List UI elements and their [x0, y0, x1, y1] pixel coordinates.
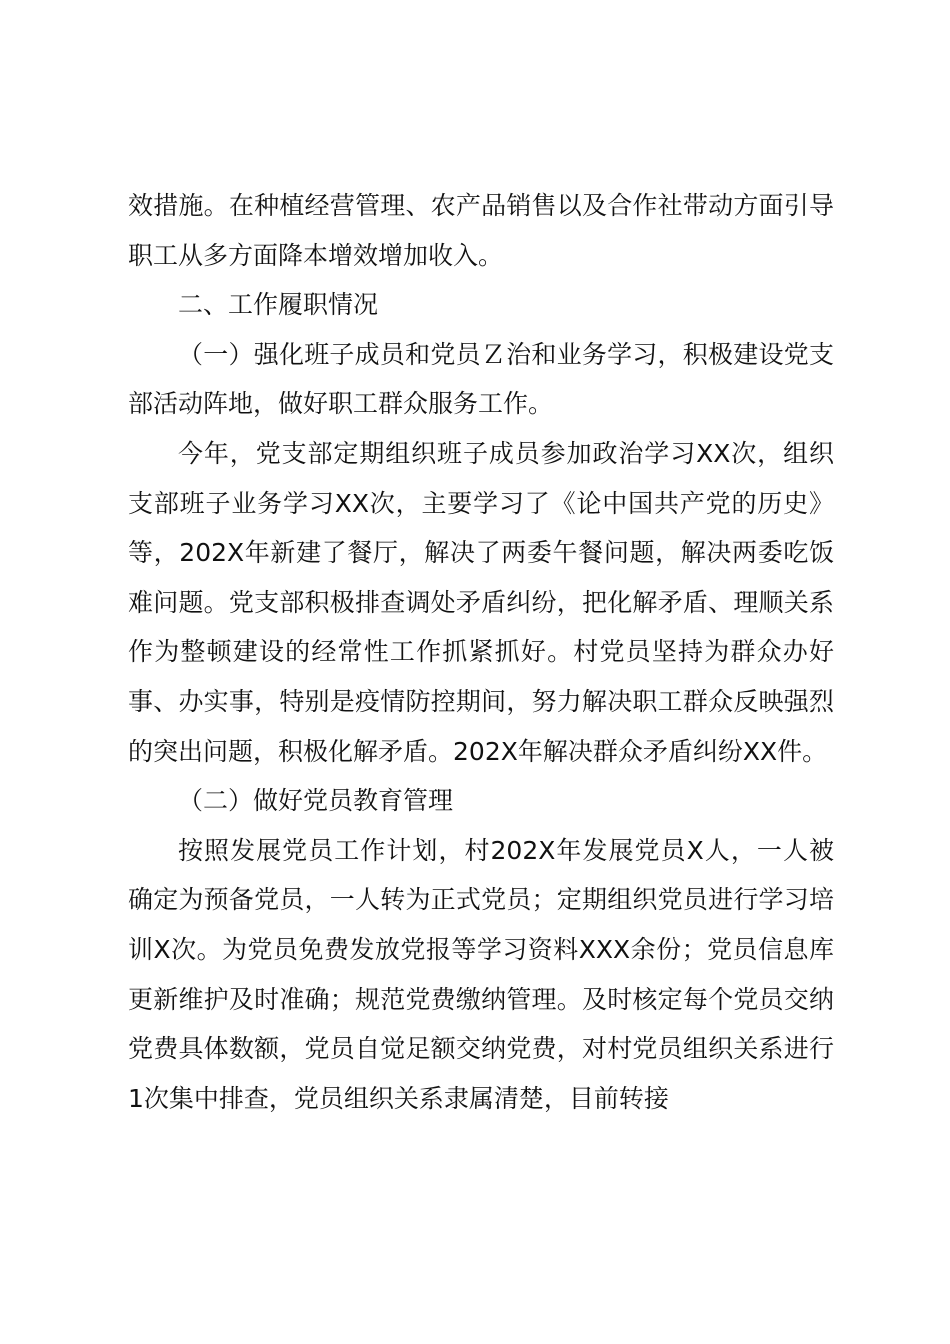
subsection-heading-1: （一）强化班子成员和党员Ｚ治和业务学习，积极建设党支部活动阵地，做好职工群众服务工作。 [128, 339, 834, 419]
document-body [128, 181, 834, 1123]
paragraph-2: 按照发展党员工作计划，村202X年发展党员X人，一人被确定为预备党员，一人转为正式党员；定期组织党员进行学习培训X次。为党员免费发放党报等学习资料XXX余份；党员信息库更新维护及时准确；规范党费缴纳管理。及时核定每个党员交纳党费具体数额，党员自觉足额交纳党费，对村党员组织关系进行1次集中排查，党员组织关系隶属清楚，目前转接 [128, 835, 834, 1113]
section-heading: 二、工作履职情况 [178, 290, 379, 320]
subsection-heading-2: （二）做好党员教育管理 [178, 786, 454, 816]
paragraph-continuation: 效措施。在种植经营管理、农产品销售以及合作社带动方面引导职工从多方面降本增效增加收入。 [128, 191, 834, 270]
paragraph-1: 今年，党支部定期组织班子成员参加政治学习XX次，组织支部班子业务学习XX次，主要学习了《论中国共产党的历史》等，202X年新建了餐厅，解决了两委午餐问题，解决两委吃饭难问题。党支部积极排查调处矛盾纠纷，把化解矛盾、理顺关系作为整顿建设的经常性工作抓紧抓好。村党员坚持为群众办好事、办实事，特别是疫情防控期间，努力解决职工群众反映强烈的突出问题，积极化解矛盾。202X年解决群众矛盾纠纷XX件。 [128, 438, 834, 766]
